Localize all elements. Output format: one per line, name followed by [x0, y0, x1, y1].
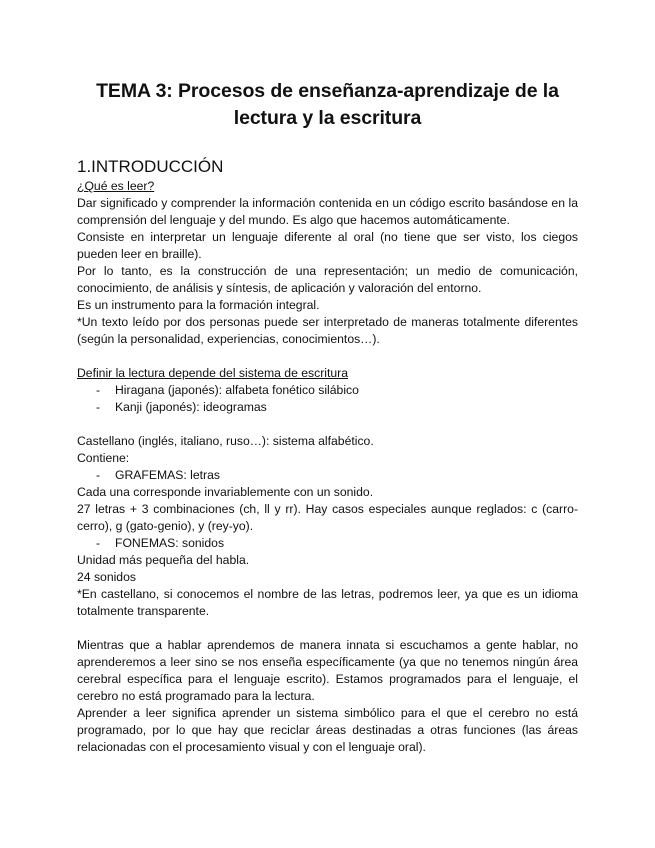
- paragraph-note: *Un texto leído por dos personas puede ser interpretado de maneras totalmente diferentes (según la personalidad, experiencias, conocimientos…).: [77, 315, 578, 346]
- paragraph: 27 letras + 3 combinaciones (ch, ll y rr). Hay casos especiales aunque reglados: c (carro-cerro), g (gato-genio), y (rey-yo).: [77, 502, 578, 533]
- paragraph: Por lo tanto, es la construcción de una representación; un medio de comunicación, conocimiento, de análisis y síntesis, de aplicación y valoración del entorno.: [77, 264, 578, 295]
- bullet-dash: -: [96, 468, 101, 482]
- subheading-definir: Definir la lectura depende del sistema de escritura: [77, 366, 348, 380]
- document-body: [77, 178, 578, 756]
- bullet-dash: -: [96, 383, 101, 397]
- list-item: - Kanji (japonés): ideogramas: [96, 400, 267, 414]
- blank-line: [77, 416, 578, 433]
- writing-systems-list: [77, 382, 578, 416]
- bullet-dash: -: [96, 400, 101, 414]
- title-line-1: TEMA 3: Procesos de enseñanza-aprendizaje de la: [96, 80, 559, 102]
- paragraph: Unidad más pequeña del habla.: [77, 553, 250, 567]
- paragraph: Cada una corresponde invariablemente con un sonido.: [77, 485, 374, 499]
- blank-line: [77, 620, 578, 637]
- subheading-que-es-leer: ¿Qué es leer?: [77, 179, 155, 193]
- paragraph: Consiste en interpretar un lenguaje diferente al oral (no tiene que ser visto, los ciegos pueden leer en braille).: [77, 230, 578, 261]
- paragraph: Es un instrumento para la formación integral.: [77, 298, 320, 312]
- list-item: - FONEMAS: sonidos: [96, 536, 225, 550]
- paragraph-note: *En castellano, si conocemos el nombre de las letras, podremos leer, ya que es un idioma totalmente transparente.: [77, 587, 578, 618]
- blank-line: [77, 348, 578, 365]
- fonemas-list: [77, 535, 578, 552]
- title-line-2: lectura y la escritura: [233, 107, 422, 129]
- paragraph: Aprender a leer significa aprender un sistema simbólico para el que el cerebro no está programado, por lo que hay que reciclar áreas destinadas a otras funciones (las áreas relacionadas con el procesamiento visual y con el lenguaje oral).: [77, 706, 578, 754]
- paragraph: 24 sonidos: [77, 570, 136, 584]
- list-item: - Hiragana (japonés): alfabeta fonético silábico: [96, 383, 359, 397]
- section-heading: 1.INTRODUCCIÓN: [77, 157, 224, 176]
- paragraph: Dar significado y comprender la información contenida en un código escrito basándose en la comprensión del lenguaje y del mundo. Es algo que hacemos automáticamente.: [77, 196, 578, 227]
- document-title: [77, 78, 578, 132]
- bullet-dash: -: [96, 536, 101, 550]
- paragraph: Mientras que a hablar aprendemos de manera innata si escuchamos a gente hablar, no aprenderemos a leer sino se nos enseña específicamente (ya que no tenemos ningún área cerebral específica para el lenguaje escrito). Estamos programados para el lenguaje, el cerebro no está programado para la lectura.: [77, 638, 578, 703]
- paragraph: Castellano (inglés, italiano, ruso…): sistema alfabético.: [77, 434, 374, 448]
- paragraph: Contiene:: [77, 451, 130, 465]
- grafemas-list: [77, 467, 578, 484]
- list-item: - GRAFEMAS: letras: [96, 468, 220, 482]
